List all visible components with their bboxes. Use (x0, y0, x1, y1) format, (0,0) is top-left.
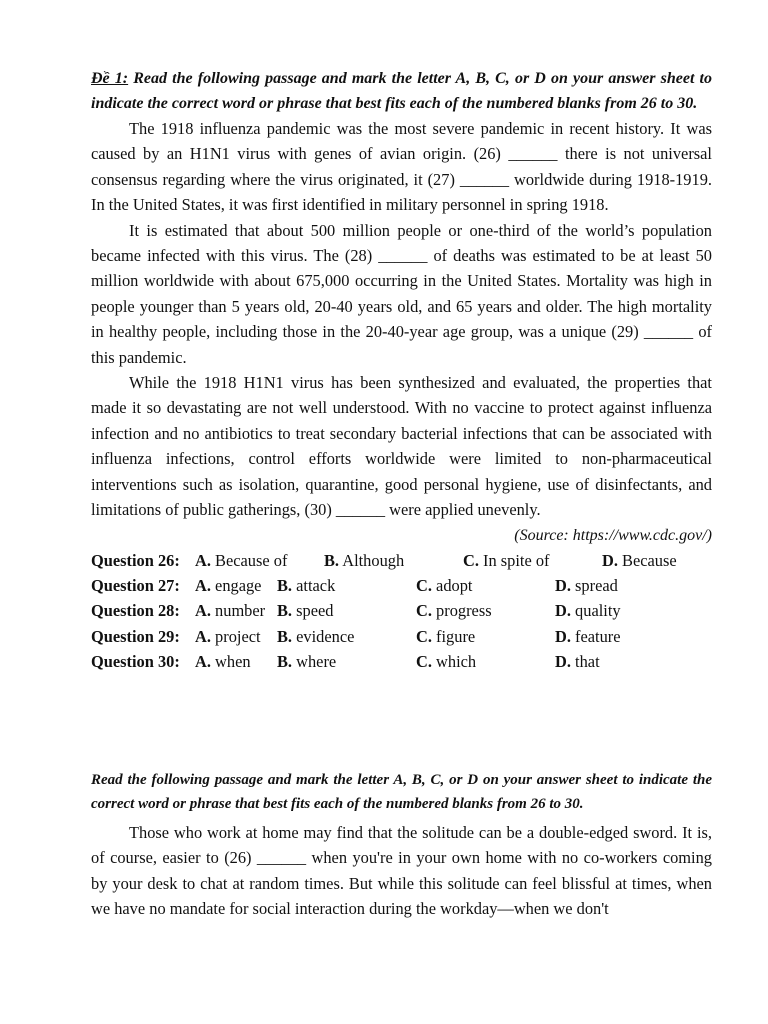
option-letter: B. (277, 652, 293, 672)
option-text: which (436, 652, 477, 672)
option-text: evidence (296, 626, 355, 646)
question-row (91, 573, 712, 598)
option-letter: B. (324, 550, 340, 570)
option-d (555, 649, 600, 674)
passage-paragraph: The 1918 influenza pandemic was the most severe pandemic in recent history. It was caused by an H1N1 virus with genes of avian origin. (26) ______ there is not universal consensus regarding where the virus originated, it (27) ______ worldwide during 1918-1919. In the United States, it was first identified in military personnel in spring 1918. (91, 119, 712, 215)
exercise-1-instruction-text: Read the following passage and mark the letter A, B, C, or D on your answer sheet to indicate the correct word or phrase that best fits each of the numbered blanks from 26 to 30. (91, 70, 712, 112)
option-text: quality (575, 601, 621, 621)
option-b (277, 598, 333, 623)
option-text: that (575, 652, 600, 672)
passage-paragraph: It is estimated that about 500 million people or one-third of the world’s population became infected with this virus. The (28) ______ of deaths was estimated to be at least 50 million worldwide with about 675,000 occurring in the United States. Mortality was high in people younger than 5 years old, 20-40 years old, and 65 years and older. The high mortality in healthy people, including those in the 20-40-year age group, was a unique (29) ______ of this pandemic. (91, 220, 712, 367)
question-label: Question 29: (91, 626, 180, 646)
option-text: spread (575, 575, 618, 595)
option-letter: B. (277, 575, 293, 595)
option-letter: D. (555, 626, 571, 646)
option-letter: D. (555, 575, 571, 595)
question-label: Question 27: (91, 575, 180, 595)
option-letter: C. (463, 550, 479, 570)
exercise-2-instruction: Read the following passage and mark the letter A, B, C, or D on your answer sheet to indicate the correct word or phrase that best fits each of the numbered blanks from 26 to 30. (91, 772, 712, 812)
option-b (277, 573, 335, 598)
option-d (555, 598, 621, 623)
question-row (91, 548, 712, 573)
option-text: project (215, 626, 261, 646)
option-text: number (215, 601, 266, 621)
option-text: Although (342, 550, 405, 570)
option-a (195, 624, 261, 649)
option-text: attack (296, 575, 336, 595)
exercise-2 (91, 768, 712, 922)
option-text: progress (436, 601, 492, 621)
option-letter: C. (416, 575, 432, 595)
option-d (555, 624, 621, 649)
option-letter: A. (195, 626, 211, 646)
option-letter: A. (195, 575, 211, 595)
option-a (195, 548, 287, 573)
option-text: speed (296, 601, 334, 621)
exercise-1 (91, 66, 712, 674)
question-label: Question 26: (91, 550, 180, 570)
option-letter: C. (416, 652, 432, 672)
option-text: adopt (436, 575, 473, 595)
question-row (91, 649, 712, 674)
passage-paragraph: While the 1918 H1N1 virus has been synthesized and evaluated, the properties that made it so devastating are not well understood. With no vaccine to protect against influenza infection and no antibiotics to treat secondary bacterial infections that can be associated with influenza infections, control efforts worldwide were limited to non-pharmaceutical interventions such as isolation, quarantine, good personal hygiene, use of disinfectants, and limitations of public gatherings, (30) ______ were applied unevenly. (91, 373, 712, 520)
passage-paragraph: Those who work at home may find that the solitude can be a double-edged sword. It is, of course, easier to (26) ______ when you're in your own home with no co-workers coming by your desk to chat at random times. But while this solitude can feel blissful at times, when we have no mandate for social interaction during the workday—when we don't (91, 823, 712, 919)
option-text: Because (622, 550, 677, 570)
question-list (91, 548, 712, 675)
option-c (463, 548, 550, 573)
option-letter: A. (195, 550, 211, 570)
option-letter: A. (195, 601, 211, 621)
option-a (195, 598, 265, 623)
option-letter: C. (416, 601, 432, 621)
source-citation: (Source: https://www.cdc.gov/) (514, 526, 712, 544)
option-a (195, 573, 261, 598)
option-c (416, 649, 476, 674)
option-text: engage (215, 575, 262, 595)
option-letter: B. (277, 601, 293, 621)
option-letter: A. (195, 652, 211, 672)
option-b (324, 548, 404, 573)
option-c (416, 624, 475, 649)
question-label: Question 30: (91, 652, 180, 672)
option-text: where (296, 652, 337, 672)
question-label: Question 28: (91, 601, 180, 621)
exercise-1-label: Đề 1: (91, 70, 129, 87)
option-letter: D. (602, 550, 618, 570)
option-text: when (215, 652, 251, 672)
option-text: feature (575, 626, 621, 646)
option-c (416, 573, 472, 598)
question-row (91, 598, 712, 623)
option-letter: B. (277, 626, 293, 646)
question-row (91, 624, 712, 649)
option-a (195, 649, 251, 674)
option-letter: D. (555, 601, 571, 621)
option-d (602, 548, 677, 573)
option-text: figure (436, 626, 476, 646)
option-d (555, 573, 618, 598)
option-c (416, 598, 492, 623)
option-letter: D. (555, 652, 571, 672)
option-text: In spite of (483, 550, 550, 570)
option-b (277, 649, 336, 674)
exercise-1-instruction (91, 66, 712, 116)
option-b (277, 624, 354, 649)
option-text: Because of (215, 550, 288, 570)
option-letter: C. (416, 626, 432, 646)
